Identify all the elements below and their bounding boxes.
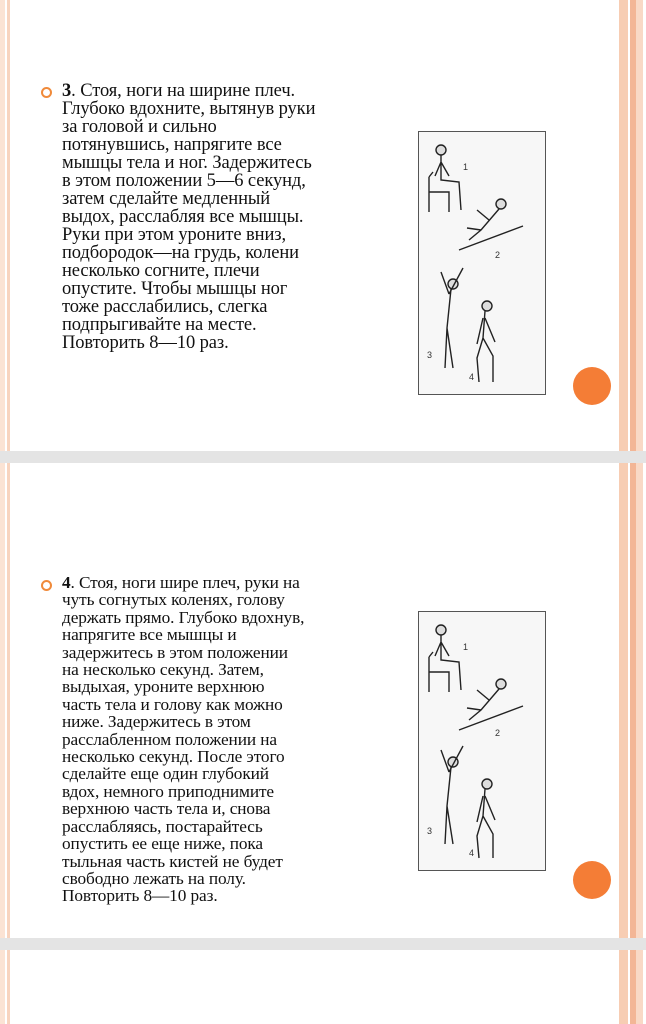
figure-drawing <box>419 612 545 870</box>
exercise-illustration <box>418 611 546 871</box>
right-decorative-stripe <box>616 0 646 451</box>
orange-circle-decoration <box>573 367 611 405</box>
exercise-text <box>62 82 382 352</box>
exercise-number: 3 <box>62 81 72 101</box>
figure-label-3: 3 <box>427 826 433 836</box>
orange-circle-decoration <box>573 861 611 899</box>
left-decorative-stripe <box>0 950 10 1024</box>
right-decorative-stripe <box>616 950 646 1024</box>
exercise-text <box>62 574 382 905</box>
slide-4 <box>0 463 646 938</box>
left-decorative-stripe <box>0 463 10 938</box>
figure-drawing <box>419 132 545 394</box>
bullet-icon <box>41 580 52 591</box>
bullet-icon <box>41 87 52 98</box>
left-decorative-stripe <box>0 0 10 451</box>
exercise-description: . Стоя, ноги на ширине плеч. Глубоко вдохните, вытянув руки за головой и сильно потянувшись, напрягите все мышцы тела и ног. Задержитесь в этом положении 5—6 секунд, затем сделайте медленный выдох, расслабляя все мышцы. Руки при этом уроните вниз, подбородок—на грудь, колени несколько согните, плечи опустите. Чтобы мышцы ног тоже расслабились, слегка подпрыгивайте на месте. Повторить 8—10 раз. <box>62 81 316 353</box>
slide-3 <box>0 0 646 451</box>
figure-label-2: 2 <box>495 250 501 260</box>
exercise-number: 4 <box>62 573 71 592</box>
figure-label-4: 4 <box>469 848 475 858</box>
figure-label-4: 4 <box>469 372 475 382</box>
right-decorative-stripe <box>616 463 646 938</box>
figure-label-1: 1 <box>463 642 469 652</box>
figure-label-1: 1 <box>463 162 469 172</box>
exercise-illustration <box>418 131 546 395</box>
next-slide <box>0 950 646 1024</box>
figure-label-3: 3 <box>427 350 433 360</box>
figure-label-2: 2 <box>495 728 501 738</box>
exercise-description: . Стоя, ноги шире плеч, руки на чуть согнутых коленях, голову держать прямо. Глубоко вдохнув, напрягите все мышцы и задержитесь в этом положении на несколько секунд. Затем, выдыхая, уроните верхнюю часть тела и голову как можно ниже. Задержитесь в этом расслабленном положении на несколько секунд. После этого сделайте еще один глубокий вдох, немного приподнимите верхнюю часть тела и, снова расслабляясь, постарайтесь опустить ее еще ниже, пока тыльная часть кистей не будет свободно лежать на полу. Повторить 8—10 раз. <box>62 573 305 906</box>
